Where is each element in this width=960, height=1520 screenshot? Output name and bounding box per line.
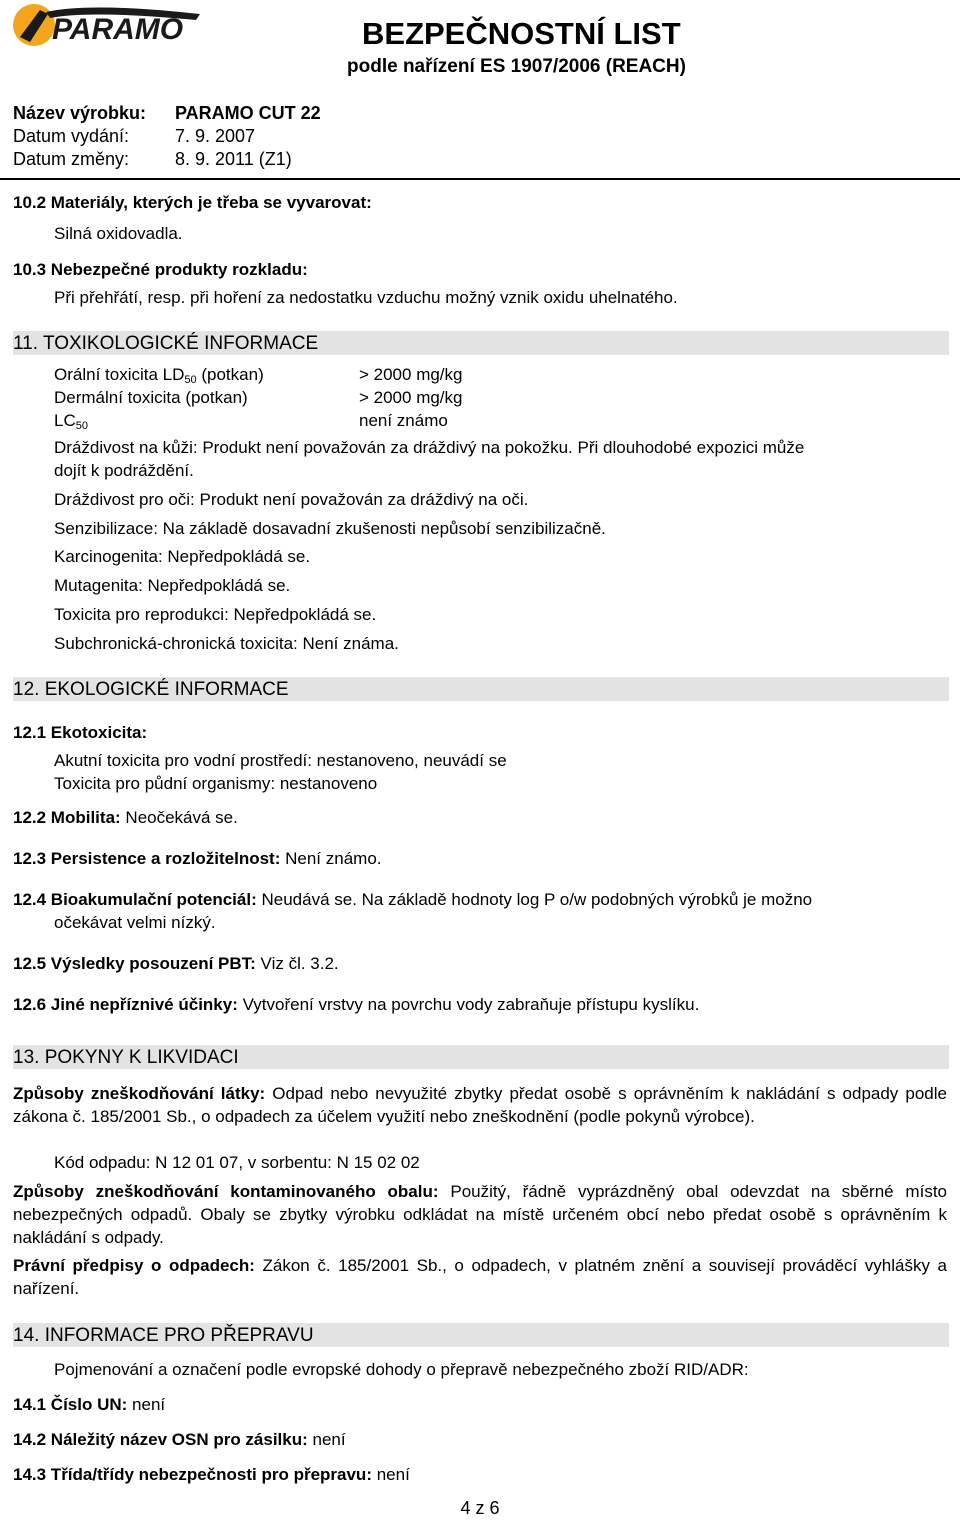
sensitization: Senzibilizace: Na základě dosavadní zkušenosti nepůsobí senzibilizačně. — [54, 519, 606, 538]
heading-10-3: 10.3 Nebezpečné produkty rozkladu: — [13, 260, 308, 279]
header-divider — [0, 178, 960, 180]
heading-10-2: 10.2 Materiály, kterých je třeba se vyvarovat: — [13, 193, 372, 212]
section-12-title: 12. EKOLOGICKÉ INFORMACE — [13, 677, 949, 701]
soil-toxicity: Toxicita pro půdní organismy: nestanoveno — [54, 774, 378, 793]
section-13-title: 13. POKYNY K LIKVIDACI — [13, 1045, 949, 1069]
reproductive-toxicity: Toxicita pro reprodukci: Nepředpokládá se. — [54, 605, 377, 624]
document-subtitle: podle nařízení ES 1907/2006 (REACH) — [347, 56, 686, 77]
text-10-2: Silná oxidovadla. — [54, 224, 183, 243]
shipping-name-row: 14.2 Náležitý název OSN pro zásilku: není — [13, 1430, 346, 1449]
svg-text:PARAMO: PARAMO — [52, 13, 184, 46]
product-name-row — [13, 102, 321, 124]
text-10-3: Při přehřátí, resp. při hoření za nedostatku vzduchu možný vznik oxidu uhelnatého. — [54, 288, 678, 307]
change-date-value: 8. 9. 2011 (Z1) — [175, 149, 292, 169]
dermal-toxicity-label: Dermální toxicita (potkan) — [54, 388, 248, 407]
other-effects-row: 12.6 Jiné nepříznivé účinky: Vytvoření vrstvy na povrchu vody zabraňuje přístupu kyslíku. — [13, 995, 700, 1014]
waste-code: Kód odpadu: N 12 01 07, v sorbentu: N 15 02 02 — [54, 1153, 420, 1172]
issue-date-row — [13, 125, 255, 147]
change-date-label: Datum změny: — [13, 149, 130, 169]
issue-date-label: Datum vydání: — [13, 126, 130, 146]
product-name-value: PARAMO CUT 22 — [175, 103, 321, 123]
product-name-label: Název výrobku: — [13, 103, 147, 123]
lc50-value: není známo — [359, 411, 448, 430]
dermal-toxicity-value: > 2000 mg/kg — [359, 388, 463, 407]
disposal-substance-paragraph: Způsoby zneškodňování látky: Odpad nebo nevyužité zbytky předat osobě s oprávněním k nakládání s odpady podle zákona č. 185/2001 Sb., o odpadech za účelem využití nebo zneškodnění (podle pokynů výrobce). — [13, 1084, 947, 1126]
disposal-packaging-paragraph: Způsoby zneškodňování kontaminovaného obalu: Použitý, řádně vyprázdněný obal odevzdat na sběrné místo nebezpečných odpadů. Obaly se zbytky výrobku odkládat na místě určeném obcí nebo předat osobě s oprávněním k nakládání s odpady. — [13, 1182, 947, 1247]
bioaccumulation-row-cont: očekávat velmi nízký. — [54, 913, 216, 932]
paramo-logo — [10, 2, 205, 48]
lc50-label: $LC_{50}$ — [54, 411, 88, 432]
pbt-row: 12.5 Výsledky posouzení PBT: Viz čl. 3.2. — [13, 954, 339, 973]
transport-intro: Pojmenování a označení podle evropské dohody o přepravě nebezpečného zboží RID/ADR: — [54, 1360, 749, 1379]
section-11-title: 11. TOXIKOLOGICKÉ INFORMACE — [13, 331, 949, 355]
oral-toxicity-label: Orální toxicita $LD_{50}$ (potkan) — [54, 365, 264, 386]
eye-irritation: Dráždivost pro oči: Produkt není považován za dráždivý na oči. — [54, 490, 529, 509]
bioaccumulation-row: 12.4 Bioakumulační potenciál: Neudává se. Na základě hodnoty log P o/w podobných výrobků je možno — [13, 890, 813, 909]
un-number-row: 14.1 Číslo UN: není — [13, 1395, 166, 1414]
page-number: 4 z 6 — [460, 1498, 500, 1518]
waste-legislation-paragraph: Právní předpisy o odpadech: Zákon č. 185/2001 Sb., o odpadech, v platném znění a souvisejí prováděcí vyhlášky a nařízení. — [13, 1256, 947, 1298]
hazard-class-row: 14.3 Třída/třídy nebezpečnosti pro přepravu: není — [13, 1465, 410, 1484]
mobility-row: 12.2 Mobilita: Neočekává se. — [13, 808, 238, 827]
oral-toxicity-value: > 2000 mg/kg — [359, 365, 463, 384]
issue-date-value: 7. 9. 2007 — [175, 126, 256, 146]
change-date-row — [13, 148, 292, 170]
section-14-title: 14. INFORMACE PRO PŘEPRAVU — [13, 1323, 949, 1347]
chronic-toxicity: Subchronická-chronická toxicita: Není známa. — [54, 634, 399, 653]
heading-12-1: 12.1 Ekotoxicita: — [13, 723, 148, 742]
skin-irritation-line2: dojít k podráždění. — [54, 461, 194, 480]
mutagenicity: Mutagenita: Nepředpokládá se. — [54, 576, 291, 595]
aquatic-toxicity: Akutní toxicita pro vodní prostředí: nestanoveno, neuvádí se — [54, 751, 507, 770]
persistence-row: 12.3 Persistence a rozložitelnost: Není známo. — [13, 849, 382, 868]
skin-irritation-line1: Dráždivost na kůži: Produkt není považován za dráždivý na pokožku. Při dlouhodobé expozici může — [54, 438, 805, 457]
carcinogenicity: Karcinogenita: Nepředpokládá se. — [54, 547, 311, 566]
document-title: BEZPEČNOSTNÍ LIST — [362, 16, 681, 51]
